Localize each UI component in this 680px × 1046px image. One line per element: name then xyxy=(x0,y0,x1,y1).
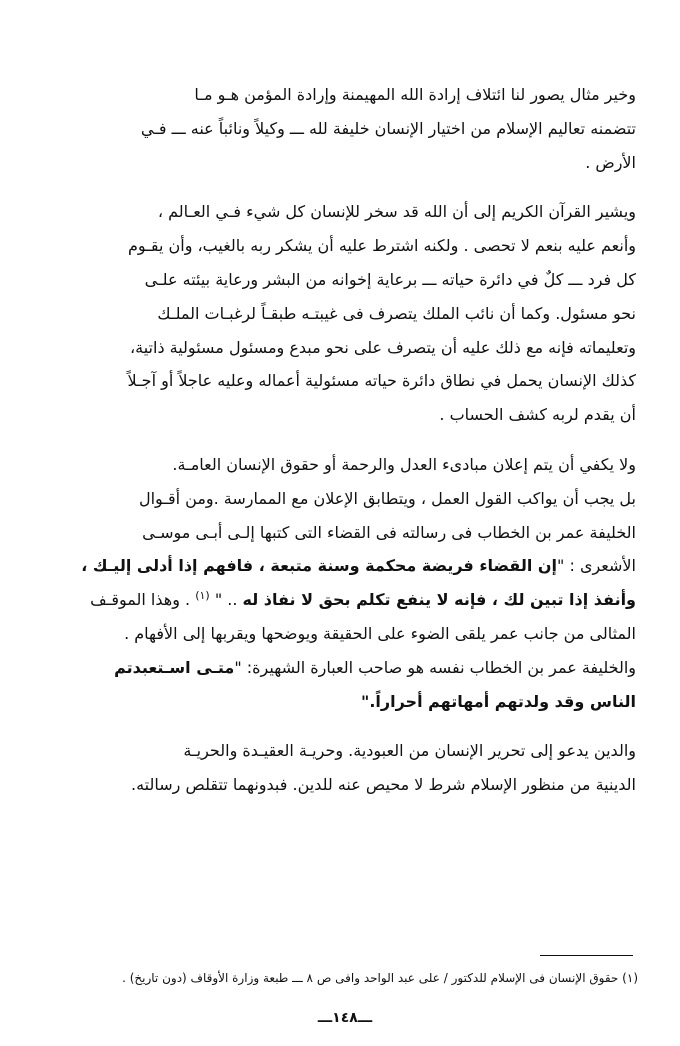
footnote-divider xyxy=(540,955,633,956)
main-text xyxy=(52,78,636,802)
page-number: ـــ١٤٨ـــ xyxy=(317,1010,373,1026)
text-line: بل يجب أن يواكب القول العمل ، ويتطابق الإعلان مع الممارسة .ومن أقـوال xyxy=(138,488,636,508)
quote-bold-text: إن القضاء فريضة محكمة وسنة متبعة ، فافهم إذا أدلى إليـك ، xyxy=(81,556,558,576)
quote-tail: . وهذا الموقـف xyxy=(90,590,191,610)
text-line: الأرض . xyxy=(585,152,636,172)
text-line xyxy=(52,651,636,685)
quote-line xyxy=(52,549,636,583)
footnote xyxy=(30,970,638,986)
quote-bold-text: وأنفذ إذا تبين لك ، فإنه لا ينفع تكلم بحق لا نفاذ له xyxy=(242,590,636,610)
text-line: وتعليماته فإنه مع ذلك عليه أن يتصرف على نحو مبدع ومسئول مسئولية ذاتية، xyxy=(129,337,636,357)
text-line: الخليفة عمر بن الخطاب فى رسالته فى القضاء التى كتبها إلـى أبـى موسـى xyxy=(142,522,636,542)
quote-line xyxy=(52,583,636,617)
text-line: ولا يكفي أن يتم إعلان مبادىء العدل والرحمة أو حقوق الإنسان العامـة. xyxy=(172,454,636,474)
paragraph-1 xyxy=(52,78,636,179)
paragraph-gap xyxy=(52,179,636,195)
footnote-text: حقوق الإنسان فى الإسلام للدكتور / على عبد الواحد وافى ص ٨ ـــ طبعة وزارة الأوقاف (دون تاريخ) . xyxy=(122,971,619,985)
text-line: نحو مسئول. وكما أن نائب الملك يتصرف فى غيبتـه طبقـاً لرغبـات الملـك xyxy=(157,303,636,323)
paragraph-gap xyxy=(52,432,636,448)
footnote-marker: (١) xyxy=(622,971,638,985)
text-line: الدينية من منظور الإسلام شرط لا محيص عنه للدين. فبدونهما تتقلص رسالته. xyxy=(131,775,636,795)
famous-quote-lead: والخليفة عمر بن الخطاب نفسه هو صاحب العبارة الشهيرة: " xyxy=(234,657,636,677)
text-line: ويشير القرآن الكريم إلى أن الله قد سخر للإنسان كل شيء فـي العـالم ، xyxy=(157,202,636,222)
text-line: تتضمنه تعاليم الإسلام من اختيار الإنسان خليفة لله ـــ وكيلاً ونائباً عنه ـــ فـي xyxy=(140,118,636,138)
text-line: كل فرد ـــ كلٌ في دائرة حياته ـــ برعاية إخوانه من البشر ورعاية بيئته علـى xyxy=(144,269,636,289)
famous-quote-text: الناس وقد ولدتهم أمهاتهم أحراراً." xyxy=(360,691,636,711)
text-line: والدين يدعو إلى تحرير الإنسان من العبودية. وحريـة العقيـدة والحريـة xyxy=(183,741,636,761)
text-line: وخير مثال يصور لنا ائتلاف إرادة الله المهيمنة وإرادة المؤمن هـو مـا xyxy=(194,85,636,104)
quote-close: .. " xyxy=(214,590,243,610)
paragraph-2 xyxy=(52,195,636,432)
text-line: كذلك الإنسان يحمل في نطاق دائرة حياته مسئولية أعماله وعليه عاجلاً أو آجـلاً xyxy=(127,371,636,391)
text-line: وأنعم عليه بنعم لا تحصى . ولكنه اشترط عليه أن يشكر ربه بالغيب، وأن يقـوم xyxy=(128,236,636,256)
footnote-reference[interactable]: (١) xyxy=(195,589,210,603)
quote-lead: الأشعرى : " xyxy=(557,556,636,576)
famous-quote-text: متـى اسـتعبدتم xyxy=(114,657,235,677)
text-line: المثالى من جانب عمر يلقى الضوء على الحقيقة ويوضحها ويقربها إلى الأفهام . xyxy=(124,623,636,643)
paragraph-4 xyxy=(52,734,636,802)
paragraph-3 xyxy=(52,448,636,718)
paragraph-gap xyxy=(52,718,636,734)
text-line: أن يقدم لربه كشف الحساب . xyxy=(439,405,636,425)
